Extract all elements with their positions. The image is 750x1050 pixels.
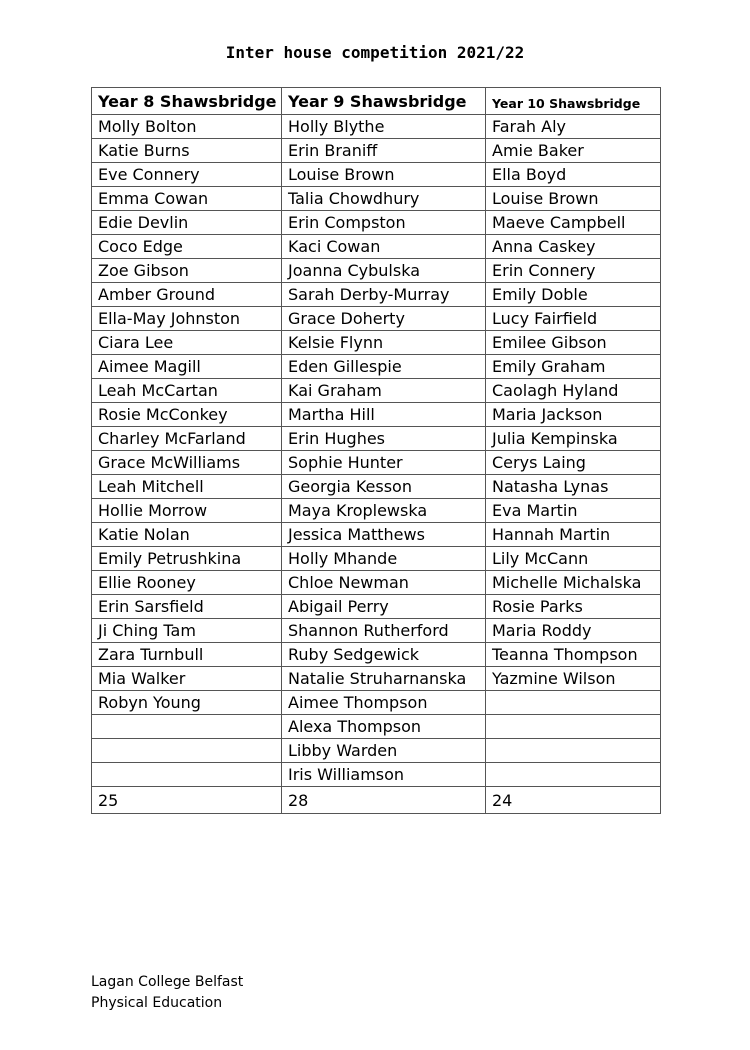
student-name-year-9: Louise Brown [282, 163, 486, 187]
student-name-year-9: Georgia Kesson [282, 475, 486, 499]
student-name-year-9: Erin Braniff [282, 139, 486, 163]
student-name-year-8: Zara Turnbull [92, 643, 282, 667]
student-name-year-8: Ellie Rooney [92, 571, 282, 595]
student-name-year-8: Leah Mitchell [92, 475, 282, 499]
student-name-year-8 [92, 739, 282, 763]
student-name-year-10: Farah Aly [486, 115, 661, 139]
total-year-8: 25 [92, 787, 282, 814]
student-name-year-8: Mia Walker [92, 667, 282, 691]
student-name-year-9: Holly Mhande [282, 547, 486, 571]
student-name-year-9: Sarah Derby-Murray [282, 283, 486, 307]
student-name-year-10: Eva Martin [486, 499, 661, 523]
table-row [92, 403, 661, 427]
student-name-year-10: Lucy Fairfield [486, 307, 661, 331]
table-row [92, 667, 661, 691]
table-row [92, 619, 661, 643]
student-name-year-8: Ji Ching Tam [92, 619, 282, 643]
table-row [92, 499, 661, 523]
student-name-year-10: Rosie Parks [486, 595, 661, 619]
table-row [92, 547, 661, 571]
student-name-year-10 [486, 691, 661, 715]
student-name-year-9: Eden Gillespie [282, 355, 486, 379]
student-name-year-9: Kelsie Flynn [282, 331, 486, 355]
student-name-year-8 [92, 715, 282, 739]
table-row [92, 571, 661, 595]
student-name-year-8: Zoe Gibson [92, 259, 282, 283]
student-name-year-9: Kaci Cowan [282, 235, 486, 259]
table-row [92, 139, 661, 163]
student-name-year-8: Aimee Magill [92, 355, 282, 379]
table-row [92, 211, 661, 235]
student-name-year-8: Coco Edge [92, 235, 282, 259]
student-name-year-9: Martha Hill [282, 403, 486, 427]
student-name-year-9: Aimee Thompson [282, 691, 486, 715]
student-name-year-9: Iris Williamson [282, 763, 486, 787]
footer-school-name: Lagan College Belfast [91, 974, 244, 990]
table-row [92, 643, 661, 667]
student-name-year-9: Erin Compston [282, 211, 486, 235]
student-name-year-10: Julia Kempinska [486, 427, 661, 451]
student-name-year-8: Eve Connery [92, 163, 282, 187]
table-row [92, 427, 661, 451]
student-name-year-10: Lily McCann [486, 547, 661, 571]
roster-table [91, 87, 661, 814]
student-name-year-10: Teanna Thompson [486, 643, 661, 667]
table-row [92, 691, 661, 715]
student-name-year-10: Maria Jackson [486, 403, 661, 427]
table-row [92, 187, 661, 211]
student-name-year-9: Maya Kroplewska [282, 499, 486, 523]
student-name-year-9: Alexa Thompson [282, 715, 486, 739]
student-name-year-8: Katie Burns [92, 139, 282, 163]
student-name-year-8: Erin Sarsfield [92, 595, 282, 619]
student-name-year-8: Katie Nolan [92, 523, 282, 547]
table-row [92, 475, 661, 499]
student-name-year-10: Michelle Michalska [486, 571, 661, 595]
student-name-year-9: Abigail Perry [282, 595, 486, 619]
student-name-year-8 [92, 763, 282, 787]
student-name-year-8: Charley McFarland [92, 427, 282, 451]
student-name-year-10: Natasha Lynas [486, 475, 661, 499]
student-name-year-10: Cerys Laing [486, 451, 661, 475]
student-name-year-8: Hollie Morrow [92, 499, 282, 523]
student-name-year-9: Joanna Cybulska [282, 259, 486, 283]
student-name-year-8: Ella-May Johnston [92, 307, 282, 331]
student-name-year-8: Leah McCartan [92, 379, 282, 403]
student-name-year-10: Louise Brown [486, 187, 661, 211]
student-name-year-9: Jessica Matthews [282, 523, 486, 547]
table-row [92, 331, 661, 355]
student-name-year-8: Amber Ground [92, 283, 282, 307]
student-name-year-8: Grace McWilliams [92, 451, 282, 475]
table-row [92, 115, 661, 139]
table-row [92, 307, 661, 331]
student-name-year-10: Maria Roddy [486, 619, 661, 643]
student-name-year-10: Emily Doble [486, 283, 661, 307]
column-header-year-9: Year 9 Shawsbridge [282, 88, 486, 115]
totals-row [92, 787, 661, 814]
table-row [92, 259, 661, 283]
student-name-year-9: Holly Blythe [282, 115, 486, 139]
student-name-year-10: Emily Graham [486, 355, 661, 379]
table-header-row [92, 88, 661, 115]
student-name-year-10: Yazmine Wilson [486, 667, 661, 691]
student-name-year-9: Libby Warden [282, 739, 486, 763]
student-name-year-10: Anna Caskey [486, 235, 661, 259]
table-row [92, 595, 661, 619]
student-name-year-8: Robyn Young [92, 691, 282, 715]
page-title: Inter house competition 2021/22 [225, 43, 525, 62]
total-year-9: 28 [282, 787, 486, 814]
student-name-year-10: Emilee Gibson [486, 331, 661, 355]
student-name-year-9: Talia Chowdhury [282, 187, 486, 211]
student-name-year-8: Edie Devlin [92, 211, 282, 235]
student-name-year-8: Emma Cowan [92, 187, 282, 211]
table-row [92, 283, 661, 307]
student-name-year-8: Emily Petrushkina [92, 547, 282, 571]
student-name-year-10: Maeve Campbell [486, 211, 661, 235]
student-name-year-10: Ella Boyd [486, 163, 661, 187]
student-name-year-8: Rosie McConkey [92, 403, 282, 427]
table-row [92, 379, 661, 403]
student-name-year-10: Hannah Martin [486, 523, 661, 547]
table-row [92, 739, 661, 763]
student-name-year-10 [486, 715, 661, 739]
student-name-year-10: Caolagh Hyland [486, 379, 661, 403]
student-name-year-9: Chloe Newman [282, 571, 486, 595]
student-name-year-9: Kai Graham [282, 379, 486, 403]
roster-body [92, 115, 661, 787]
student-name-year-10: Amie Baker [486, 139, 661, 163]
student-name-year-8: Ciara Lee [92, 331, 282, 355]
student-name-year-9: Grace Doherty [282, 307, 486, 331]
student-name-year-10 [486, 763, 661, 787]
table-row [92, 355, 661, 379]
table-row [92, 451, 661, 475]
column-header-year-10: Year 10 Shawsbridge [486, 88, 661, 115]
student-name-year-10: Erin Connery [486, 259, 661, 283]
student-name-year-10 [486, 739, 661, 763]
table-row [92, 715, 661, 739]
student-name-year-9: Natalie Struharnanska [282, 667, 486, 691]
student-name-year-9: Ruby Sedgewick [282, 643, 486, 667]
footer-department: Physical Education [91, 995, 223, 1011]
student-name-year-8: Molly Bolton [92, 115, 282, 139]
student-name-year-9: Erin Hughes [282, 427, 486, 451]
table-row [92, 523, 661, 547]
student-name-year-9: Shannon Rutherford [282, 619, 486, 643]
table-row [92, 235, 661, 259]
student-name-year-9: Sophie Hunter [282, 451, 486, 475]
column-header-year-8: Year 8 Shawsbridge [92, 88, 282, 115]
total-year-10: 24 [486, 787, 661, 814]
table-row [92, 763, 661, 787]
footer [91, 972, 243, 1014]
table-row [92, 163, 661, 187]
